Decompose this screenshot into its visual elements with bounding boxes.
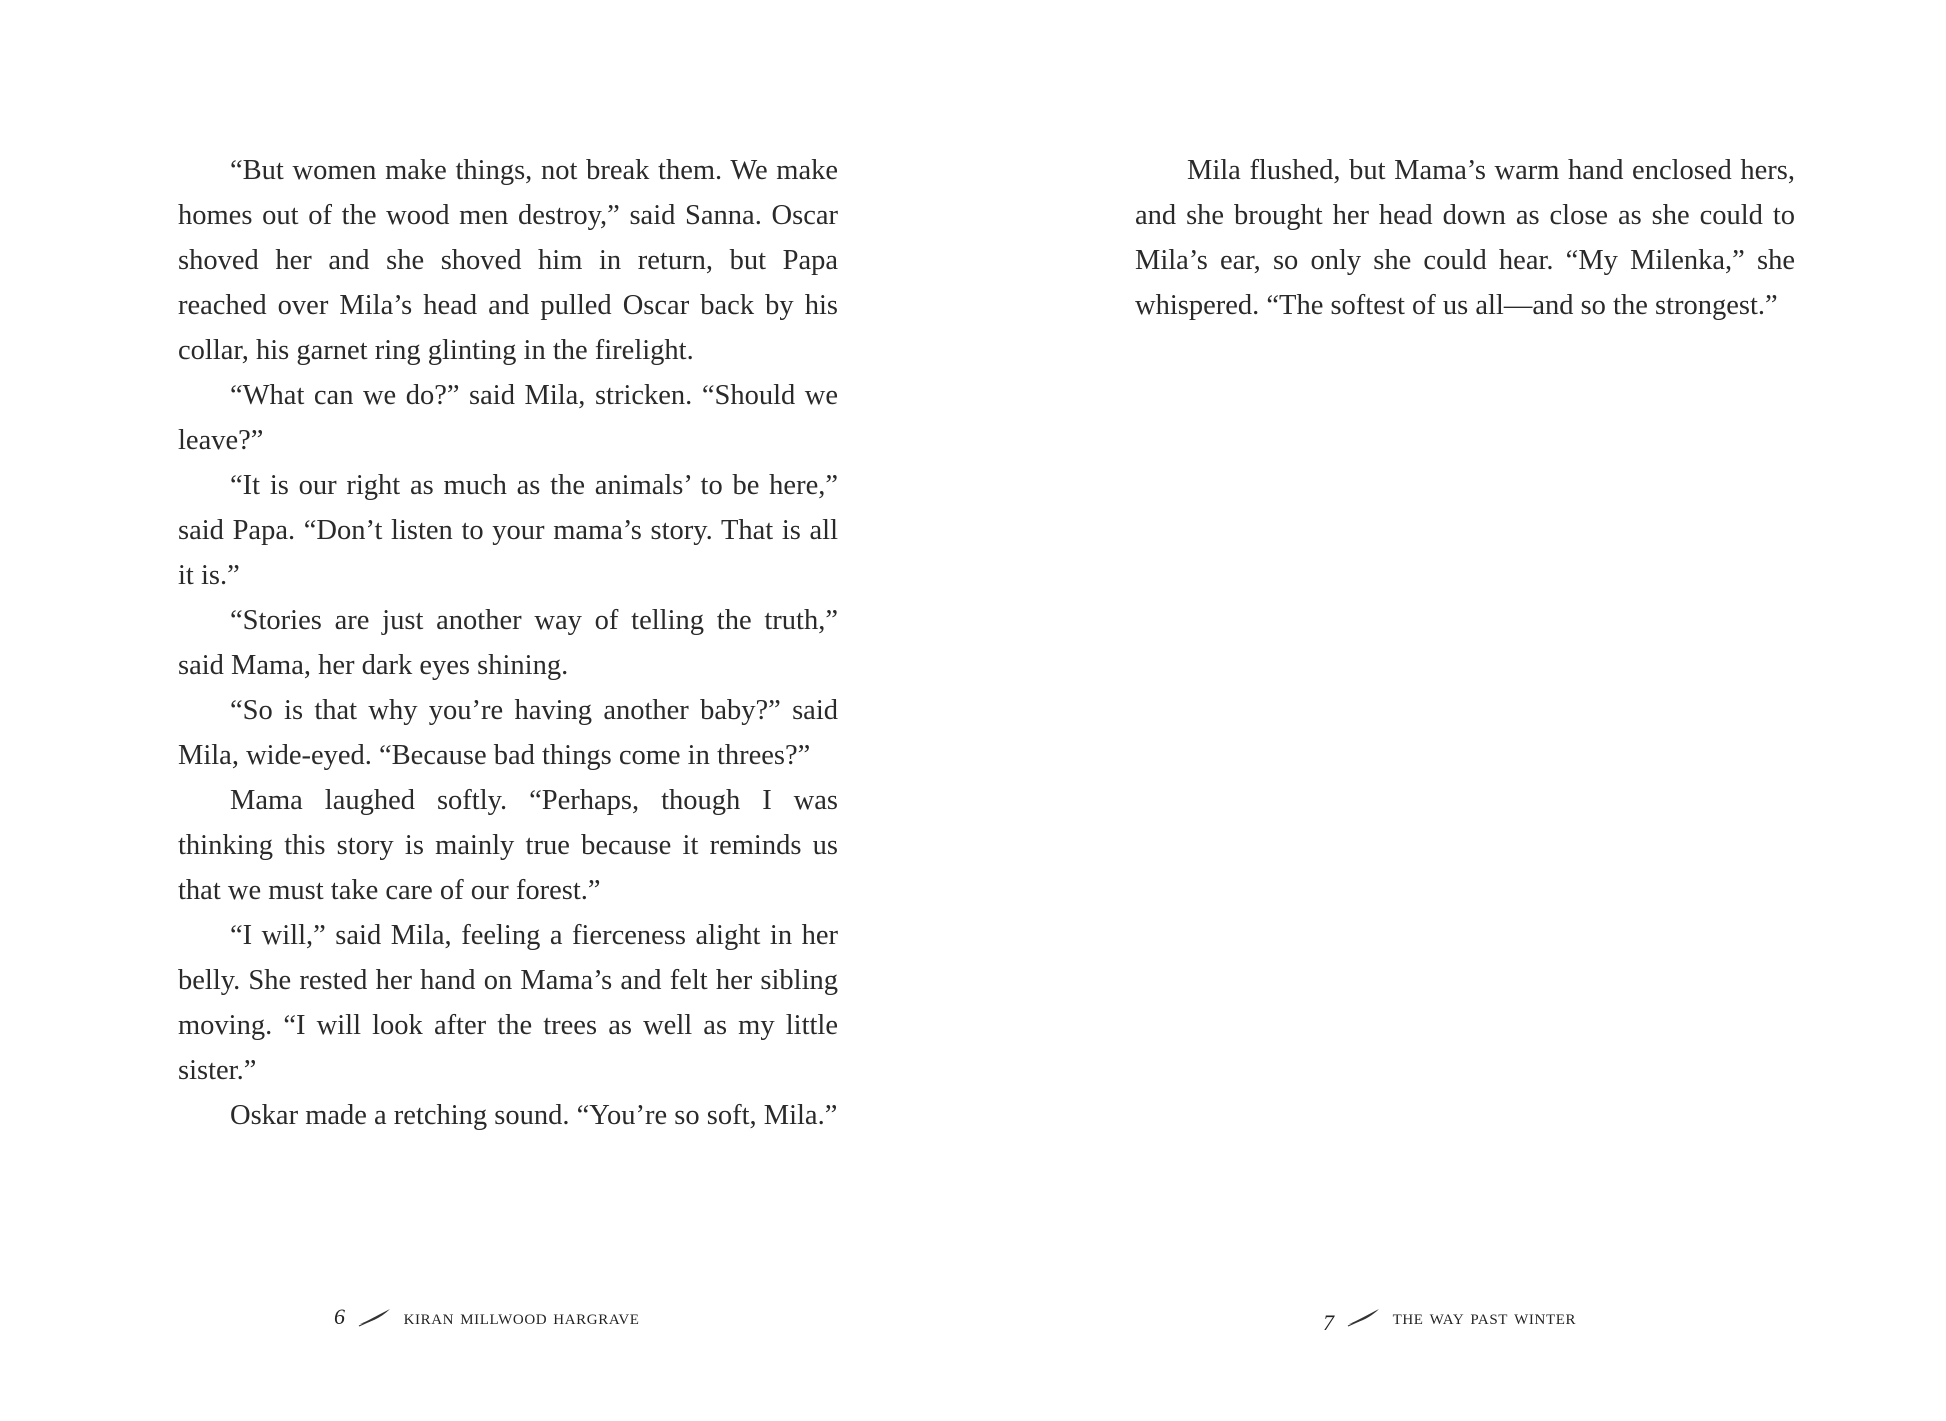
feather-icon bbox=[1347, 1307, 1381, 1327]
page-number: 7 bbox=[1323, 1310, 1335, 1335]
paragraph: Oskar made a retching sound. “You’re so soft, Mila.” bbox=[230, 1100, 838, 1131]
paragraph: “So is that why you’re having another baby?” said Mila, wide-eyed. “Because bad things come in threes?” bbox=[178, 695, 838, 771]
left-page-text bbox=[178, 148, 838, 1138]
paragraph: Mila flushed, but Mama’s warm hand enclosed hers, and she brought her head down as close as she could to Mila’s ear, so only she could hear. “My Milenka,” she whispered. “The softest of us all—and so the strongest.” bbox=[1135, 155, 1795, 321]
running-head-title: the way past winter bbox=[1392, 1304, 1577, 1329]
right-page-text bbox=[1135, 148, 1795, 328]
feather-icon bbox=[358, 1307, 392, 1327]
paragraph: “Stories are just another way of telling the truth,” said Mama, her dark eyes shining. bbox=[178, 605, 838, 681]
paragraph: “I will,” said Mila, feeling a fierceness alight in her belly. She rested her hand on Mama’s and felt her sibling moving. “I will look after the trees as well as my little sister.” bbox=[178, 920, 838, 1086]
running-head-author: kiran millwood hargrave bbox=[403, 1304, 640, 1329]
right-page-footer bbox=[1323, 1304, 1577, 1335]
right-page bbox=[973, 0, 1946, 1421]
left-page-footer bbox=[334, 1304, 640, 1330]
paragraph: “But women make things, not break them. We make homes out of the wood men destroy,” said Sanna. Oscar shoved her and she shoved him in return, but Papa reached over Mila’s head and pulled Oscar back by his collar, his garnet ring glinting in the firelight. bbox=[178, 155, 838, 366]
page-number: 6 bbox=[334, 1304, 346, 1329]
paragraph: “It is our right as much as the animals’ to be here,” said Papa. “Don’t listen to your mama’s story. That is all it is.” bbox=[178, 470, 838, 591]
paragraph: “What can we do?” said Mila, stricken. “Should we leave?” bbox=[178, 380, 838, 456]
paragraph: Mama laughed softly. “Perhaps, though I was thinking this story is mainly true because it reminds us that we must take care of our forest.” bbox=[178, 785, 838, 906]
